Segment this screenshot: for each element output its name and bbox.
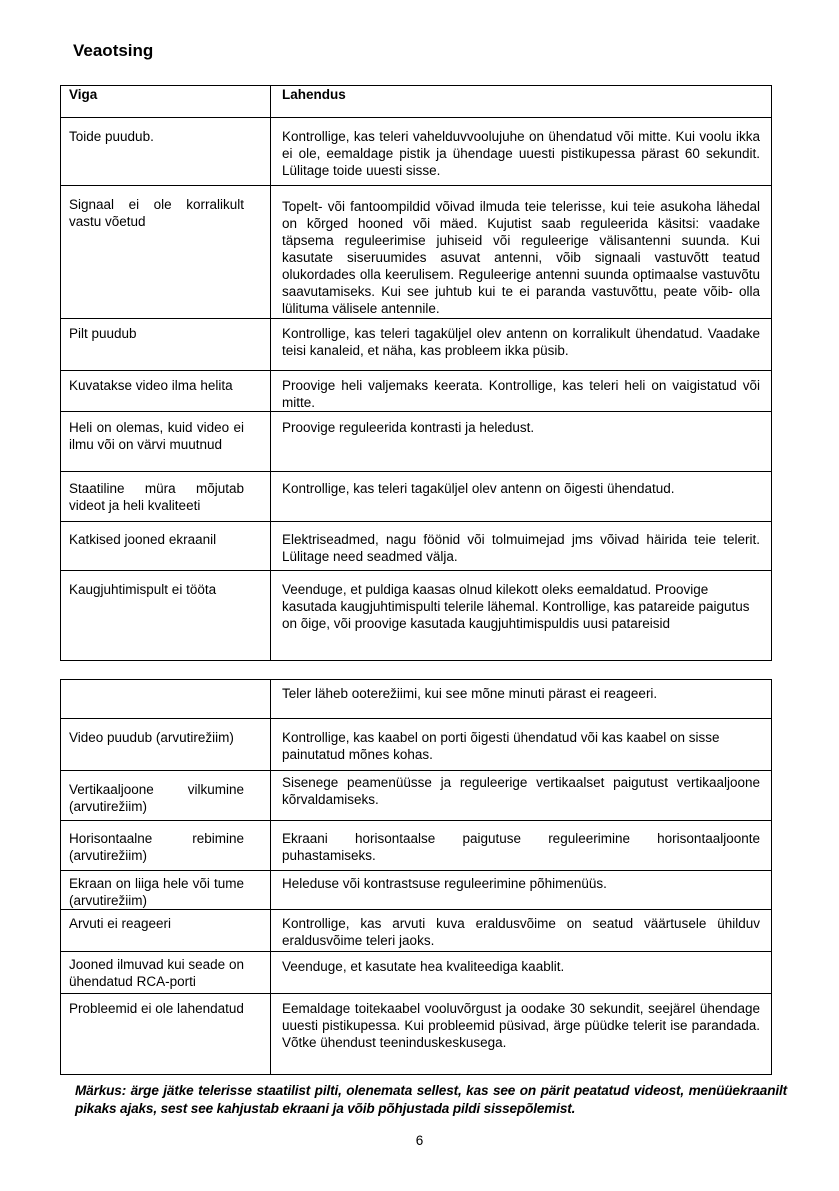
problem-cell: Staatiline müra mõjutab videot ja heli kvaliteeti (69, 481, 244, 513)
table-row (61, 319, 772, 371)
troubleshooting-table-1 (60, 85, 772, 661)
solution-cell: Proovige reguleerida kontrasti ja heledust. (282, 420, 535, 435)
table-row (61, 118, 772, 186)
problem-cell: Kuvatakse video ilma helita (69, 378, 233, 393)
solution-cell: Veenduge, et kasutate hea kvaliteediga kaablit. (282, 959, 565, 974)
table-row (61, 994, 772, 1075)
solution-cell: Ekraani horisontaalse paigutuse reguleerimine horisontaaljoonte puhastamiseks. (282, 831, 760, 863)
problem-cell: Probleemid ei ole lahendatud (69, 1001, 244, 1016)
warning-note: Märkus: ärge jätke telerisse staatilist pilti, olenemata sellest, kas see on pärit peatatud videost, menüüekraanilt pikaks ajaks, sest see kahjustab ekraani ja võib põhjustada pildi sissepõlemist. (75, 1083, 787, 1116)
solution-cell: Heleduse või kontrastsuse reguleerimine põhimenüüs. (282, 876, 607, 891)
problem-cell: Jooned ilmuvad kui seade on ühendatud RCA-porti (69, 957, 244, 989)
solution-cell: Elektriseadmed, nagu föönid või tolmuimejad jms võivad häirida teie telerit. Lülitage need seadmed välja. (282, 532, 760, 564)
problem-cell: Kaugjuhtimispult ei tööta (69, 582, 217, 597)
solution-cell: Proovige heli valjemaks keerata. Kontrollige, kas teleri heli on vaigistatud või mitte. (282, 378, 760, 410)
problem-cell: Arvuti ei reageeri (69, 916, 172, 931)
solution-cell: Kontrollige, kas teleri tagaküljel olev antenn on õigesti ühendatud. (282, 481, 675, 496)
solution-cell: Kontrollige, kas kaabel on porti õigesti ühendatud või kas kaabel on sisse painutatud mõnes kohas. (282, 730, 720, 762)
table-row (61, 952, 772, 994)
table-row (61, 371, 772, 412)
table-row (61, 186, 772, 319)
troubleshooting-table-2 (60, 679, 772, 1075)
table-row (61, 910, 772, 952)
table-row (61, 771, 772, 821)
problem-cell: Horisontaalne rebimine (arvutirežiim) (69, 831, 244, 863)
table-row (61, 412, 772, 472)
table-row (61, 719, 772, 771)
table-header-row (61, 86, 772, 118)
solution-cell: Kontrollige, kas teleri vahelduvvoolujuhe on ühendatud või mitte. Kui voolu ikka ei ole, eemaldage pistik ja ühendage uuesti pistikupessa pärast 60 sekundit. Lülitage toide uuesti sisse. (282, 129, 760, 178)
problem-cell: Signaal ei ole korralikult vastu võetud (69, 197, 244, 229)
solution-cell: Sisenege peamenüüsse ja reguleerige vertikaalset paigutust vertikaaljoone kõrvaldamiseks. (282, 775, 760, 807)
solution-cell: Veenduge, et puldiga kaasas olnud kilekott oleks eemaldatud. Proovige kasutada kaugjuhtimispulti telerile lähemal. Kontrollige, kas patareide paigutus on õige, või proovige kasutada kaugjuhtimispuldis uusi patareisid (282, 582, 750, 631)
table-row (61, 871, 772, 910)
problem-cell: Pilt puudub (69, 326, 137, 341)
problem-cell: Toide puudub. (69, 129, 154, 144)
table-row (61, 821, 772, 871)
solution-cell: Kontrollige, kas teleri tagaküljel olev antenn on korralikult ühendatud. Vaadake teisi kanaleid, et näha, kas probleem ikka püsib. (282, 326, 760, 358)
table-row (61, 472, 772, 522)
problem-cell (61, 680, 270, 685)
header-solution: Lahendus (282, 87, 346, 102)
problem-cell: Ekraan on liiga hele või tume (arvutirežiim) (69, 876, 244, 908)
page-title: Veaotsing (73, 41, 154, 60)
solution-cell: Kontrollige, kas arvuti kuva eraldusvõime on seatud väärtusele ühilduv eraldusvõime teleri jaoks. (282, 916, 760, 948)
table-row (61, 680, 772, 719)
problem-cell: Heli on olemas, kuid video ei ilmu või on värvi muutnud (69, 420, 244, 452)
problem-cell: Katkised jooned ekraanil (69, 532, 217, 547)
solution-cell: Eemaldage toitekaabel vooluvõrgust ja oodake 30 sekundit, seejärel ühendage uuesti pistikupessa. Kui probleemid püsivad, ärge püüdke telerit ise parandada. Võtke ühendust teeninduskeskusega. (282, 1001, 760, 1050)
page-number: 6 (415, 1133, 424, 1148)
problem-cell: Vertikaaljoone vilkumine (arvutirežiim) (69, 782, 244, 814)
problem-cell: Video puudub (arvutirežiim) (69, 730, 234, 745)
solution-cell: Topelt- või fantoompildid võivad ilmuda teie telerisse, kui teie asukoha lähedal on kõrged hooned või mäed. Kujutist saab reguleerida käsitsi: vaadake täpsema reguleerimise juhiseid või reguleerige välisantenni suunda. Kui kasutate siseruumides asuvat antenni, võib signaali vastuvõtt teatud olukordades olla keerulisem. Reguleerige antenni suunda optimaalse vastuvõtu saavutamiseks. Kui see juhtub kui te ei paranda vastuvõttu, peate võib- olla lülituma välisele antennile. (282, 199, 760, 316)
header-problem: Viga (69, 87, 98, 102)
table-row (61, 522, 772, 571)
table-row (61, 571, 772, 661)
solution-cell: Teler läheb ooterežiimi, kui see mõne minuti pärast ei reageeri. (282, 686, 658, 701)
